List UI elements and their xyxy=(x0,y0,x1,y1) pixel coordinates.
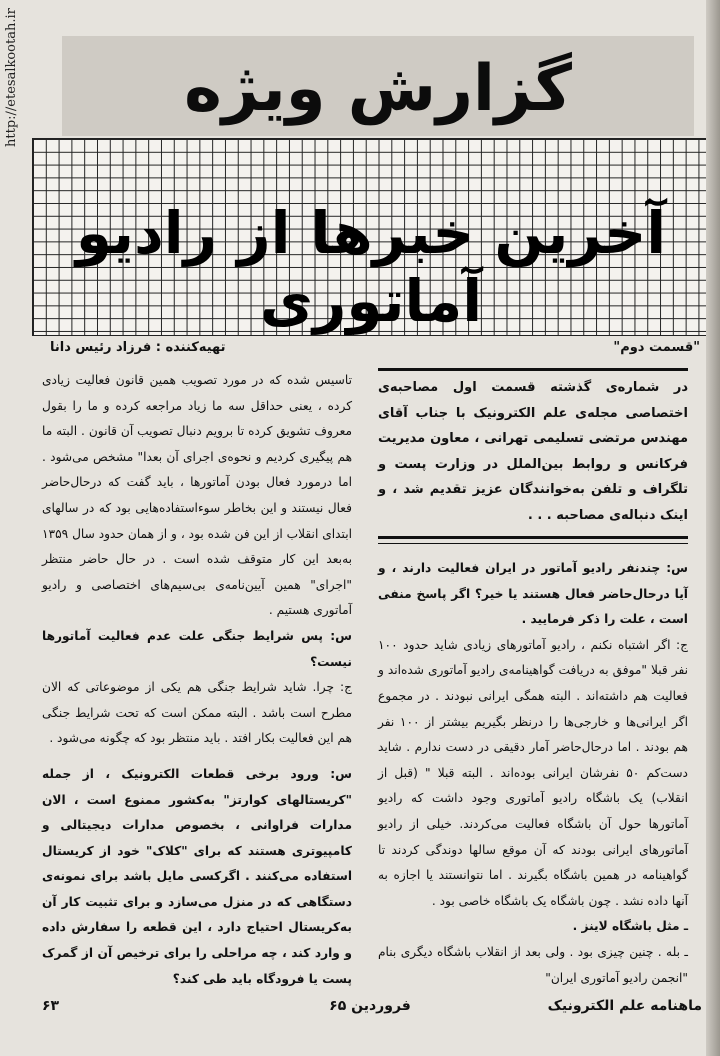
part-label: "قسمت دوم" xyxy=(613,340,700,355)
issue-date: فروردین ۶۵ xyxy=(329,998,411,1014)
page-number: ۶۳ xyxy=(42,998,60,1014)
title-banner xyxy=(32,138,710,336)
watermark-url: http://etesalkootah.ir xyxy=(4,8,19,147)
question-1: س: چندنفر رادیو آماتور در ایران فعالیت دارند ، و آیا درحال‌حاضر فعال هستند یا خیر؟ اگر پاسخ منفی است ، علت را ذکر فرمایید . xyxy=(378,561,688,627)
divider xyxy=(378,368,688,371)
question-3: س: پس شرایط جنگی علت عدم فعالیت آماتورها نیست؟ xyxy=(42,628,352,669)
answer-3: ج: چرا. شاید شرایط جنگی هم یکی از موضوعاتی که الان مطرح است باشد . البته ممکن است که تحت شرایط جنگی هم این فعالیت بکار افتد . باید منتظر بود که چگونه می‌شود . xyxy=(42,680,352,746)
left-column xyxy=(42,368,352,992)
question-4: س: ورود برخی قطعات الکترونیک ، از جمله "کریستالهای کوارتز" به‌کشور ممنوع است ، الان مدارات فراوانی ، بخصوص مدارات دیجیتالی و کامپیوتری هستند که برای "کلاک" خود از کریستال استفاده می‌کنند . اگرکسی مایل باشد برای نمونه‌ی دستگاهی که در منزل می‌سازد و برای تثبیت کار آن به‌کریستال احتیاج دارد ، این قطعه را سفارش داده و وارد کند ، چه مراحلی را برای ترخیص آن از گمرک پست یا فرودگاه باید طی کند؟ xyxy=(42,766,352,986)
section-header xyxy=(62,36,694,136)
page-footer xyxy=(32,996,708,1020)
paragraph-continued: تاسیس شده که در مورد تصویب همین قانون فعالیت زیادی کرده ، یعنی حداقل سه ما زیاد مراجعه کرده و ما را بقول معروف تشویق کرده تا برویم دنبال تصویب آن قانون . البته ما هم پیگیری کردیم و نحوه‌ی اجرای آن بعدا" مشخص می‌شود . اما درمورد فعال بودن آماتورها ، باید گفت که درحال‌حاضر فعال نیستند و این بخاطر سوءاستفاده‌هایی بود که در سالهای ابتدای انقلاب از این فن شده بود ، و از همان حدود سال ۱۳۵۹ به‌بعد این کار متوقف شده است . در حال حاضر منتظر "اجرای" همین آیین‌نامه‌ی بی‌سیم‌های اختصاصی و رادیو آماتوری هستیم . xyxy=(42,373,352,618)
answer-2: ـ بله . چنین چیزی بود . ولی بعد از انقلاب باشگاه دیگری بنام "انجمن رادیو آماتوری ایران" xyxy=(378,944,688,985)
divider xyxy=(378,543,688,544)
intro-paragraph: در شماره‌ی گذشته قسمت اول مصاحبه‌ی اختصاصی مجله‌ی علم الکترونیک با جناب آقای مهندس مرتضی تسلیمی تهرانی ، معاون مدیریت فرکانس و روابط بین‌الملل در وزارت پست و تلگراف و تلفن به‌خوانندگان عزیز تقدیم شد ، و اینک دنباله‌ی مصاحبه . . . xyxy=(378,380,688,523)
section-title: گزارش ویژه xyxy=(184,52,572,126)
article-meta xyxy=(32,338,708,360)
page-edge-shadow xyxy=(706,0,720,1056)
author-credit: تهیه‌کننده : فرزاد رئیس دانا xyxy=(50,340,226,355)
magazine-name: ماهنامه علم الکترونیک xyxy=(547,998,702,1014)
answer-1: ج: اگر اشتباه نکنم ، رادیو آماتورهای زیادی شاید حدود ۱۰۰ نفر قبلا "موفق به دریافت گواهینامه‌ی رادیو آماتوری شده‌اند و فعالیت هم داشته‌اند . البته همگی ایرانی نبودند . در مجموع اگر ایرانی‌ها و خارجی‌ها را درنظر بگیریم بیشتر از ۱۰۰ نفر هم بودند . اما درحال‌حاضر آمار دقیقی در دست ندارم . شاید دست‌کم ۵۰ نفرشان ایرانی بوده‌اند . البته قبلا " (قبل از انقلاب) یک باشگاه رادیو آماتوری وجود داشت که رادیو آماتورها حول آن باشگاه فعالیت می‌کردند. خیلی از رادیو آماتورهای ایرانی بودند که آن موقع سالها دوندگی کردند تا گواهینامه در همین باشگاه بگیرند . اما نتوانستند یا اجازه به آنها داده نشد . چون باشگاه یک باشگاه خاصی بود . xyxy=(378,637,688,908)
question-2: ـ مثل باشگاه لاینز . xyxy=(572,919,688,934)
right-column xyxy=(378,368,688,991)
article-title: آخرین خبرها از رادیو آماتوری xyxy=(75,199,667,335)
divider xyxy=(378,536,688,539)
